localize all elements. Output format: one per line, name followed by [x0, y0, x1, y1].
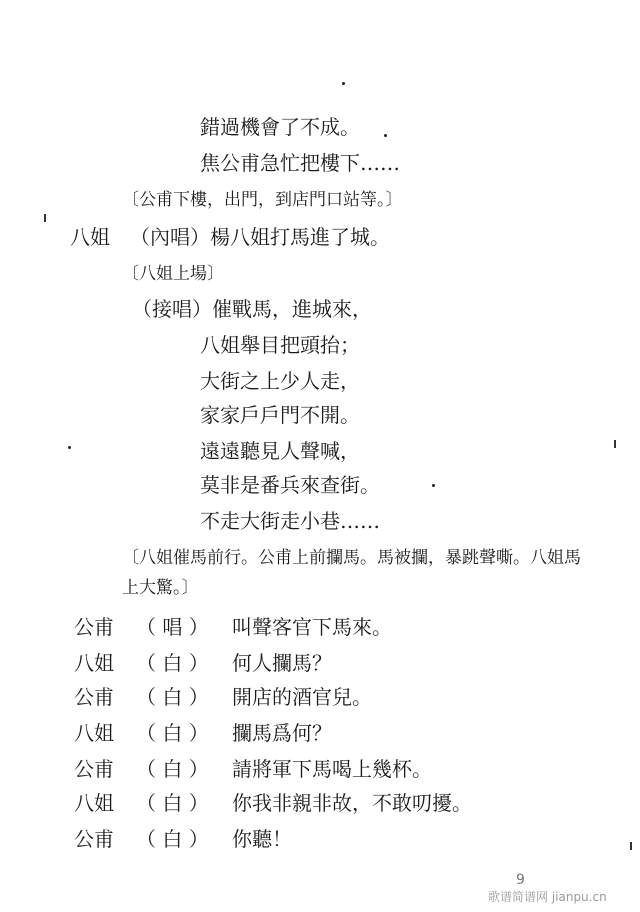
- scan-speck: [44, 214, 46, 222]
- verse-line: 焦公甫急忙把樓下……: [200, 151, 400, 175]
- dialogue-text: 請將軍下馬喝上幾杯。: [232, 757, 432, 781]
- verse-line: 遠遠聽見人聲喊，: [200, 439, 360, 463]
- dialogue-text: 何人攔馬？: [232, 651, 332, 675]
- dialogue-speaker: 八姐: [74, 721, 114, 745]
- verse-line: 不走大街走小巷……: [200, 509, 380, 533]
- dialogue-text: 攔馬爲何？: [232, 721, 332, 745]
- watermark: 歌谱简谱网 jianpu.cn: [488, 890, 607, 904]
- dialogue-mode: （ 白 ）: [136, 827, 209, 851]
- scan-speck: [614, 440, 616, 448]
- dialogue-mode: （ 白 ）: [136, 721, 209, 745]
- verse-line: 家家戶戶門不開。: [200, 403, 360, 427]
- scan-speck: [342, 82, 345, 85]
- scan-speck: [630, 842, 632, 850]
- dialogue-text: 開店的酒官兒。: [232, 685, 372, 709]
- dialogue-mode: （ 唱 ）: [136, 615, 209, 639]
- verse-line: 大街之上少人走，: [200, 369, 360, 393]
- stage-direction: 〔八姐上場〕: [122, 264, 224, 284]
- dialogue-speaker: 公甫: [74, 615, 114, 639]
- dialogue-speaker: 八姐: [74, 651, 114, 675]
- scan-speck: [432, 484, 435, 487]
- dialogue-mode: （ 白 ）: [136, 685, 209, 709]
- dialogue-speaker: 八姐: [74, 791, 114, 815]
- dialogue-text: 你聽！: [232, 827, 292, 851]
- dialogue-speaker: 公甫: [74, 685, 114, 709]
- dialogue-mode: （ 白 ）: [136, 651, 209, 675]
- verse-line: （接唱）催戰馬，進城來，: [132, 297, 372, 321]
- dialogue-mode: （ 白 ）: [136, 757, 209, 781]
- stage-direction: 〔公甫下樓，出門，到店門口站等。〕: [122, 190, 403, 210]
- page-number: 9: [516, 872, 525, 888]
- verse-line: （內唱）楊八姐打馬進了城。: [130, 225, 390, 249]
- dialogue-speaker: 公甫: [74, 827, 114, 851]
- verse-line: 八姐舉目把頭抬；: [200, 333, 360, 357]
- dialogue-text: 叫聲客官下馬來。: [232, 615, 392, 639]
- dialogue-text: 你我非親非故，不敢叨擾。: [232, 791, 472, 815]
- stage-direction: 〔八姐催馬前行。公甫上前攔馬。馬被攔，暴跳聲嘶。八姐馬: [122, 548, 581, 568]
- verse-line: 錯過機會了不成。: [200, 115, 360, 139]
- verse-line: 莫非是番兵來查街。: [200, 473, 380, 497]
- dialogue-speaker: 公甫: [74, 757, 114, 781]
- dialogue-mode: （ 白 ）: [136, 791, 209, 815]
- speaker-label: 八姐: [70, 225, 110, 249]
- scan-speck: [68, 446, 71, 449]
- scan-speck: [384, 134, 387, 137]
- stage-direction: 上大驚。〕: [122, 578, 199, 598]
